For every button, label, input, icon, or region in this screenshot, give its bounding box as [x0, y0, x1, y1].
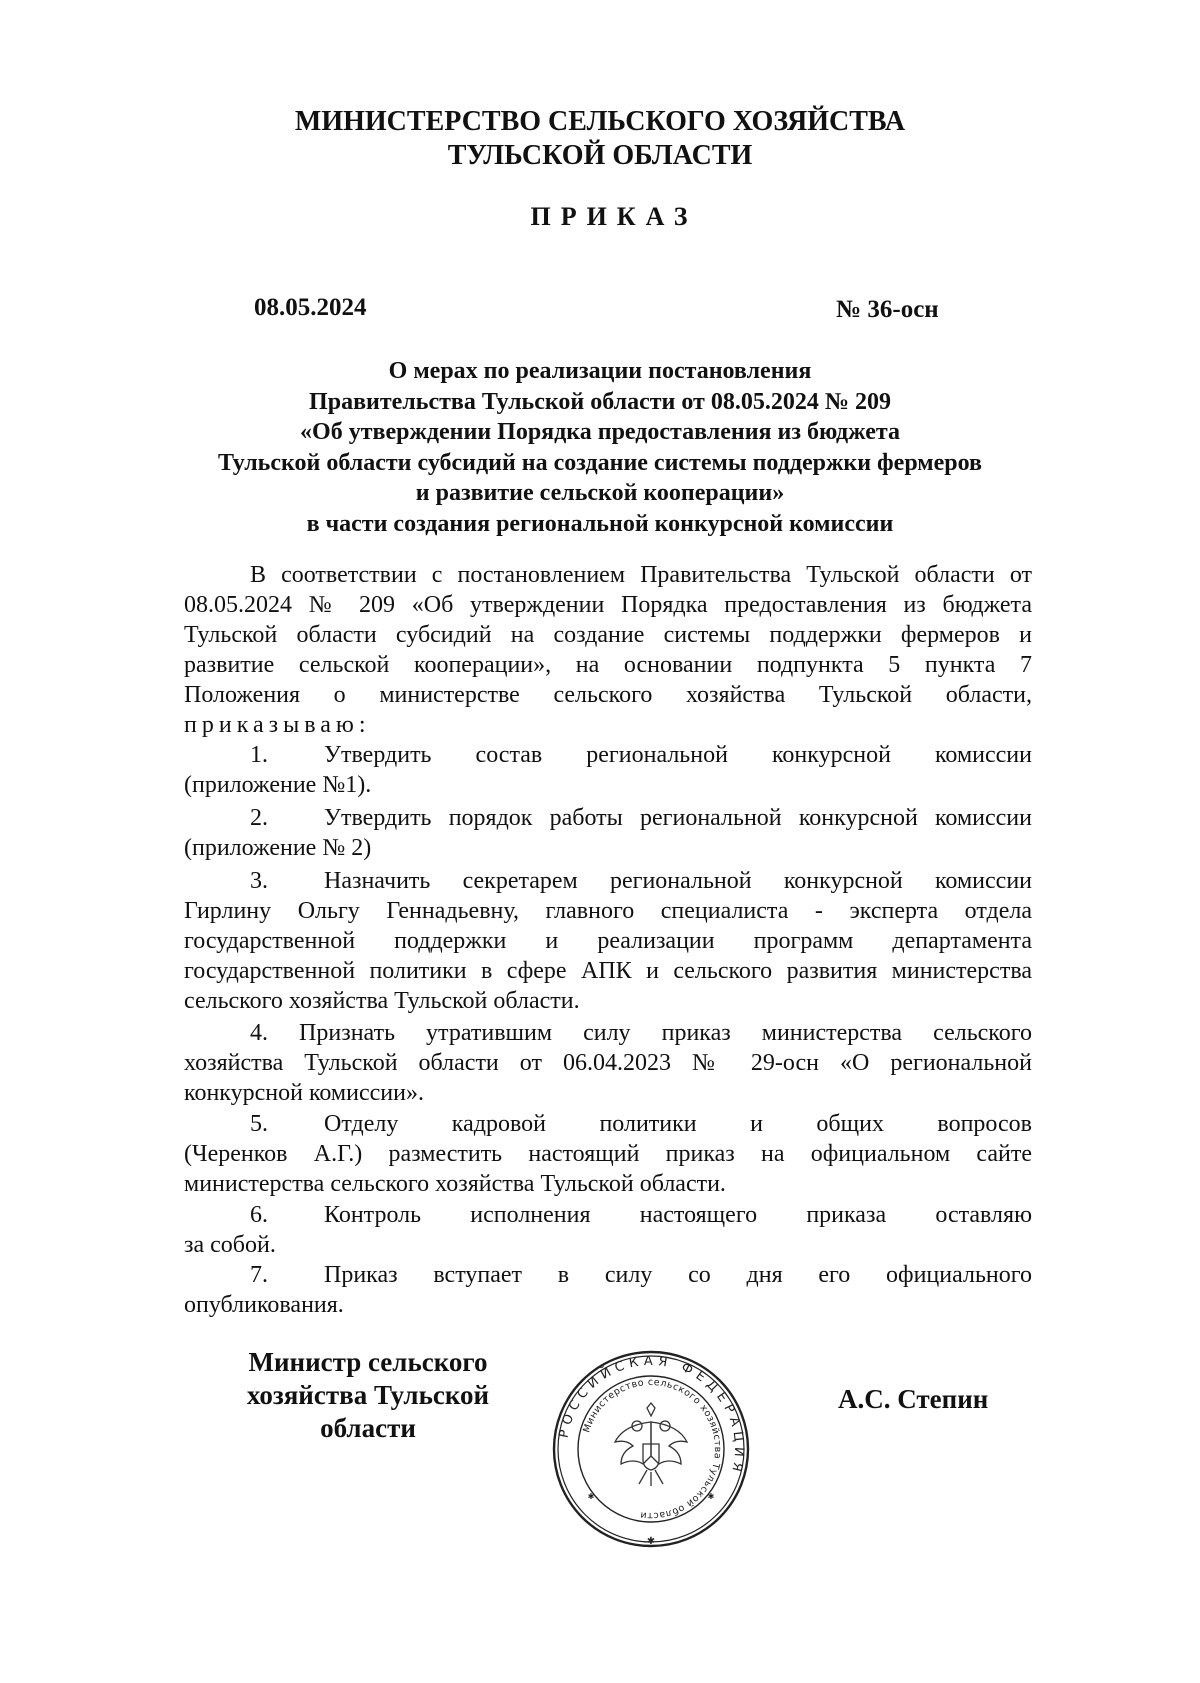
item-line: за собой. [184, 1232, 276, 1258]
signer-name: А.С. Степин [838, 1384, 989, 1414]
item-line: министерства сельского хозяйства Тульской области. [184, 1171, 726, 1197]
item-number: 4. [250, 1020, 268, 1046]
item-line: государственной поддержки и реализации программ департамента [184, 928, 1032, 954]
subject-line: в части создания региональной конкурсной комиссии [306, 510, 894, 537]
intro-line: развитие сельской кооперации», на основании подпункта 5 пункта 7 [184, 652, 1032, 678]
ministry-name-line2: ТУЛЬСКОЙ ОБЛАСТИ [447, 140, 753, 171]
item-line [184, 803, 1032, 833]
document-number: № 36-осн [836, 296, 939, 323]
item-line: Гирлину Ольгу Геннадьевну, главного специалиста - эксперта отдела [184, 898, 1032, 924]
signer-title-line: Министр сельского [248, 1347, 488, 1377]
signer-title-line: хозяйства Тульской [246, 1380, 490, 1410]
order-item-4 [184, 1018, 1032, 1108]
item-line [184, 1260, 1032, 1290]
subject-line: «Об утверждении Порядка предоставления из бюджета [300, 419, 900, 445]
seal-outer-text: РОССИЙСКАЯ ФЕДЕРАЦИЯ [556, 1353, 747, 1478]
item-line [184, 1200, 1032, 1230]
intro-paragraph [184, 560, 1032, 740]
subject-line: О мерах по реализации постановления [388, 358, 812, 384]
intro-line: Тульской области субсидий на создание системы поддержки фермеров и [184, 622, 1032, 648]
item-line: хозяйства Тульской области от 06.04.2023 № 29-осн «О региональной [184, 1050, 1032, 1076]
item-text: Признать утратившим силу приказ министерства сельского [299, 1020, 1032, 1046]
order-item-3 [184, 866, 1032, 1016]
item-text: Отделу кадровой политики и общих вопросов [324, 1111, 1032, 1137]
item-number: 7. [250, 1262, 268, 1288]
coat-of-arms-icon [615, 1403, 687, 1486]
signer-title [218, 1346, 518, 1445]
item-line: сельского хозяйства Тульской области. [184, 988, 580, 1014]
intro-line: 08.05.2024 № 209 «Об утверждении Порядка предоставления из бюджета [184, 592, 1032, 618]
document-date: 08.05.2024 [254, 294, 367, 321]
item-number: 3. [250, 868, 268, 894]
item-text: Назначить секретарем региональной конкурсной комиссии [324, 868, 1032, 894]
item-text: Утвердить состав региональной конкурсной комиссии [324, 742, 1032, 768]
item-line [184, 1109, 1032, 1139]
item-line: (Черенков А.Г.) разместить настоящий приказ на официальном сайте [184, 1141, 1032, 1167]
item-number: 6. [250, 1202, 268, 1228]
order-item-6 [184, 1200, 1032, 1260]
item-text: Утвердить порядок работы региональной конкурсной комиссии [324, 805, 1032, 831]
subject-line: Правительства Тульской области от 08.05.2024 № 209 [309, 388, 891, 415]
order-item-1 [184, 740, 1032, 800]
order-item-5 [184, 1109, 1032, 1199]
seal-star-icon: ✱ [707, 1492, 715, 1501]
item-line [184, 1018, 1032, 1048]
official-seal [551, 1304, 751, 1594]
item-line: (приложение №1). [184, 772, 372, 798]
subject-line: Тульской области субсидий на создание системы поддержки фермеров [217, 449, 983, 476]
item-line [184, 740, 1032, 770]
order-item-2 [184, 803, 1032, 863]
item-number: 2. [250, 805, 268, 831]
item-line: государственной политики в сфере АПК и сельского развития министерства [184, 958, 1032, 984]
document-type: ПРИКАЗ [530, 202, 698, 231]
subject-line: и развитие сельской кооперации» [415, 480, 785, 506]
seal-star-icon: ✱ [587, 1492, 595, 1501]
intro-line: Положения о министерстве сельского хозяйства Тульской области, [184, 682, 1032, 708]
item-text: Контроль исполнения настоящего приказа оставляю [324, 1202, 1032, 1228]
ministry-name-line1: МИНИСТЕРСТВО СЕЛЬСКОГО ХОЗЯЙСТВА [294, 106, 906, 137]
intro-line: В соответствии с постановлением Правительства Тульской области от [250, 562, 1032, 588]
order-word: приказываю: [184, 712, 371, 738]
document-subject [150, 356, 1050, 539]
item-line [184, 866, 1032, 896]
item-text: Приказ вступает в силу со дня его официального [324, 1262, 1032, 1288]
item-number: 1. [250, 742, 268, 768]
item-line: конкурсной комиссии». [184, 1080, 424, 1106]
signer-title-line: области [320, 1413, 416, 1443]
seal-inner-text: Министерство сельского хозяйства Тульской области [581, 1376, 724, 1522]
item-line: опубликования. [184, 1292, 344, 1318]
seal-star-icon: ✱ [646, 1536, 656, 1547]
item-number: 5. [250, 1111, 268, 1137]
item-line: (приложение № 2) [184, 835, 372, 861]
